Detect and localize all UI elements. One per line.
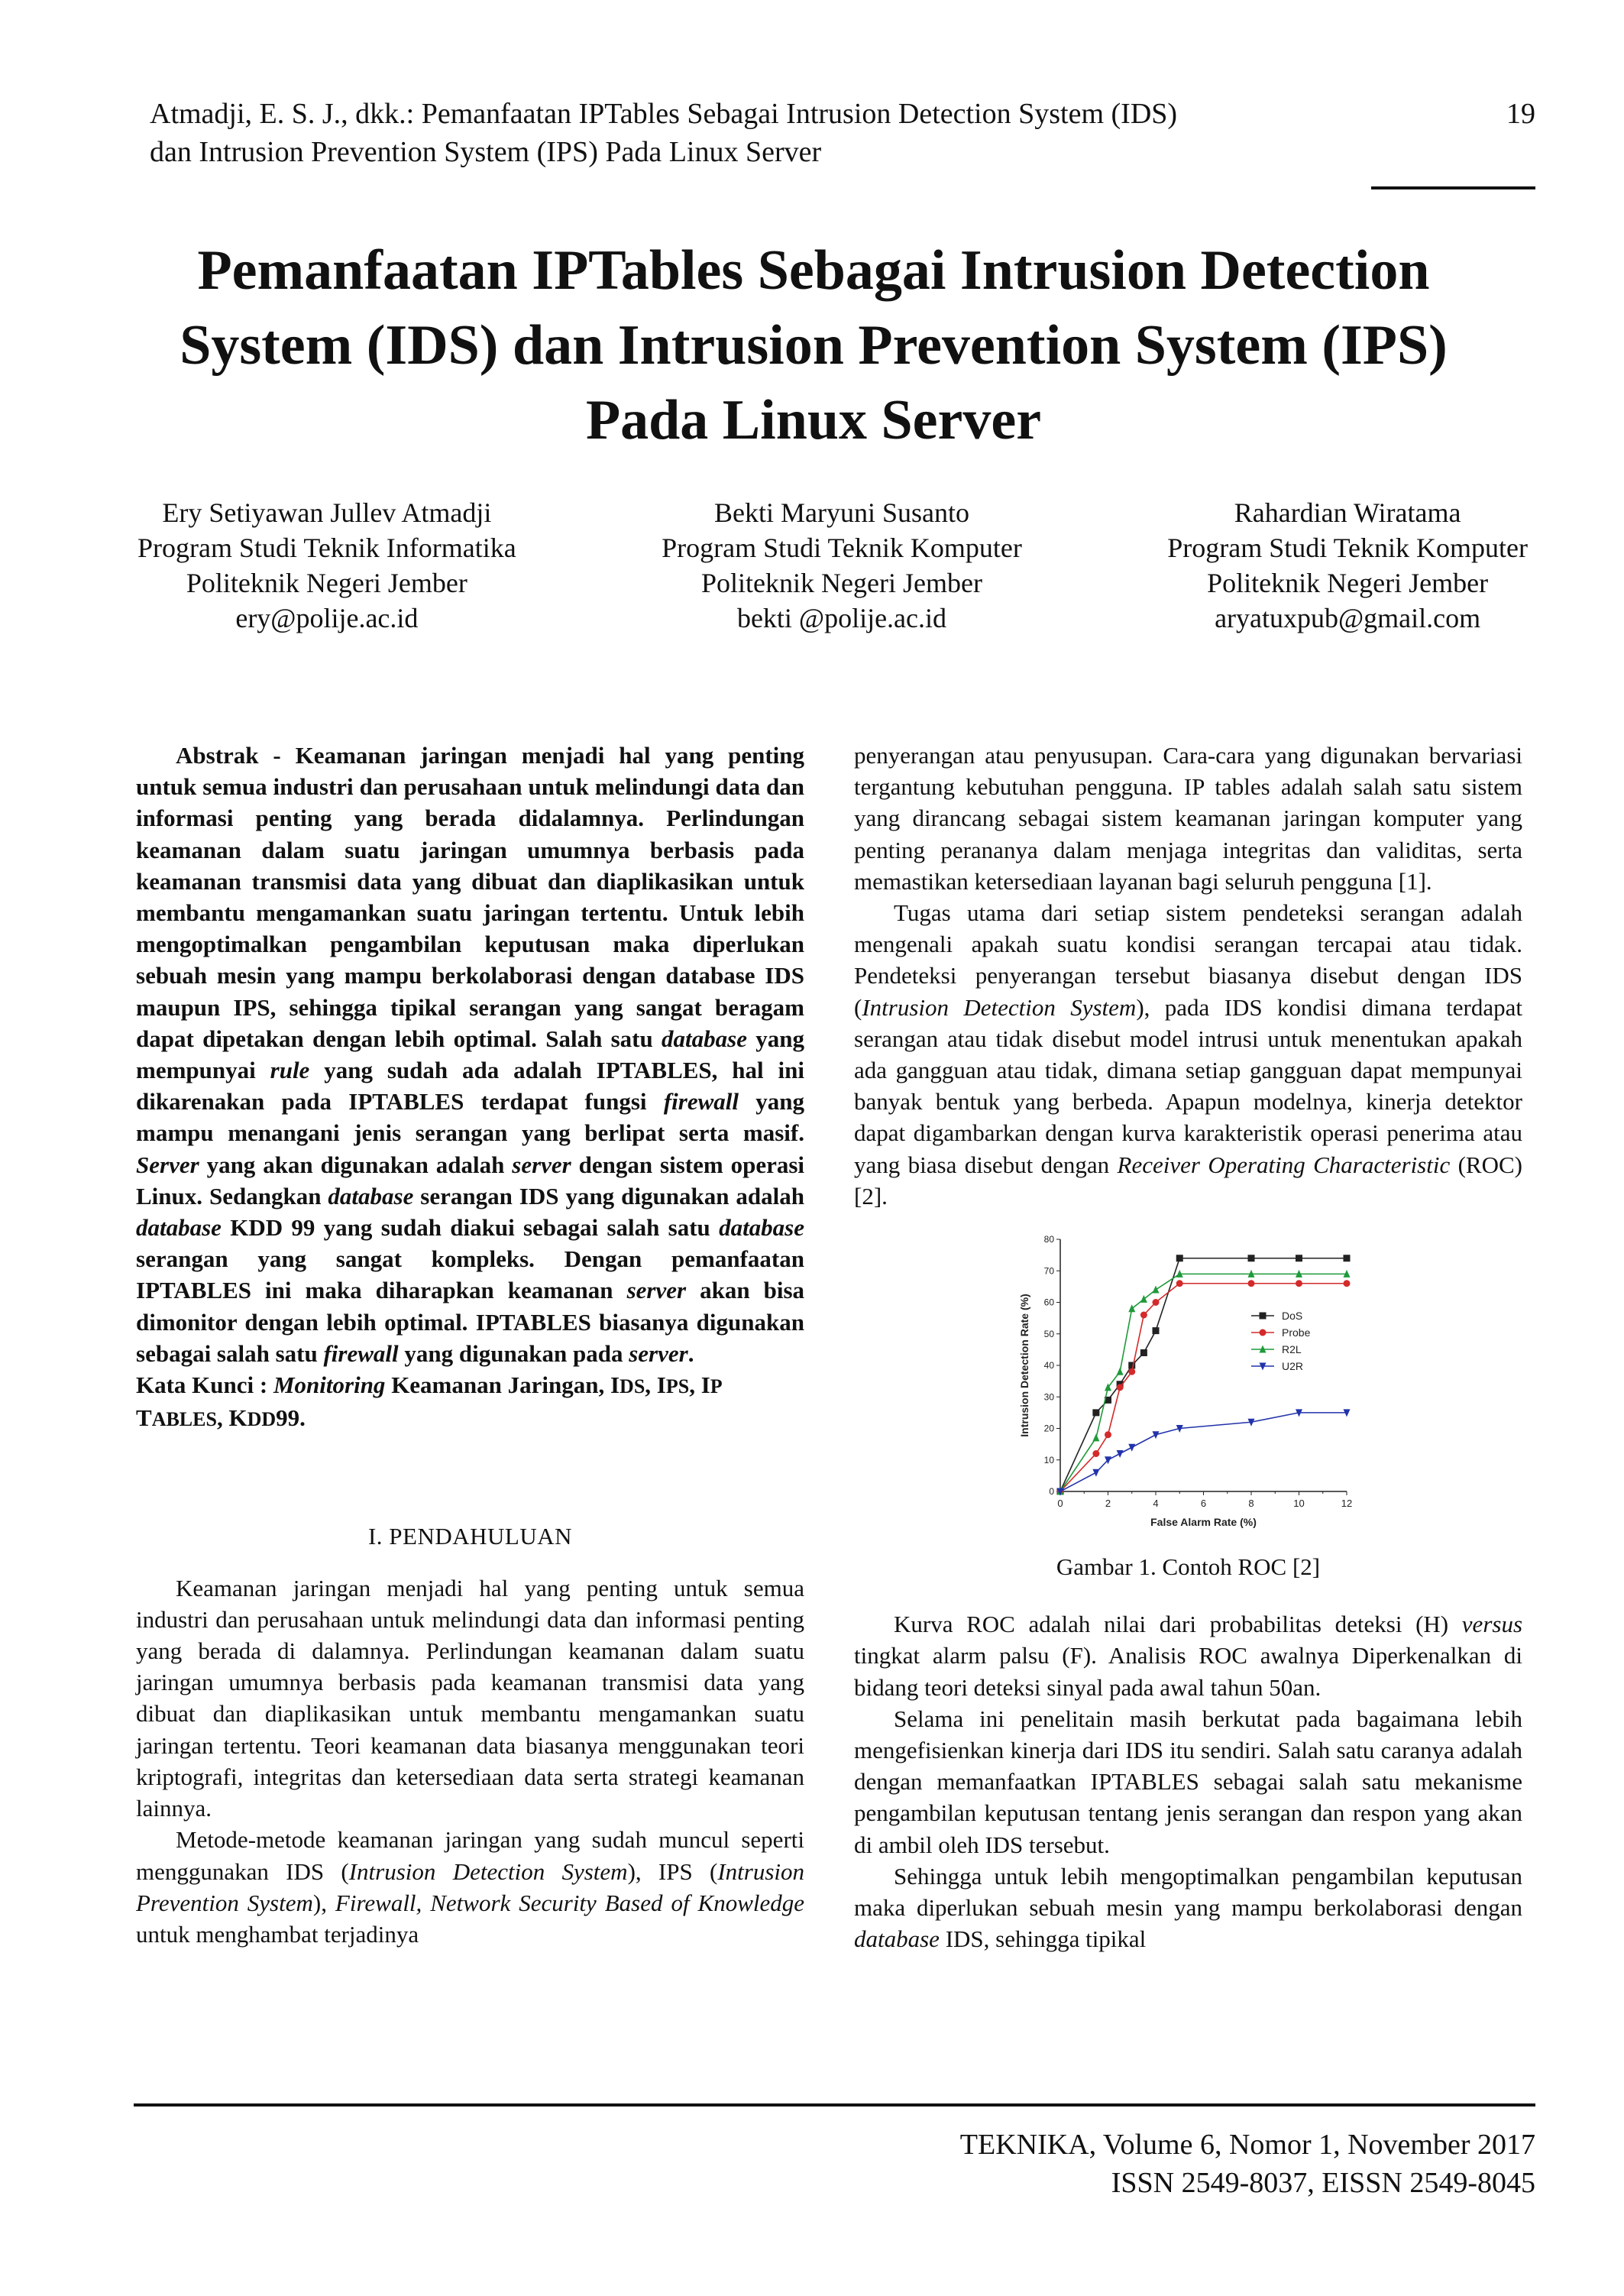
legend-label-probe: Probe [1282, 1326, 1311, 1339]
data-point-r2l [1140, 1295, 1147, 1303]
abstract-text: serangan IDS yang digunakan adalah [420, 1182, 804, 1210]
keyword-smallcaps: P [710, 1375, 723, 1398]
abstract-text: yang sudah ada adalah IPTABLES, hal ini dikarenakan pada IPTABLES terdapat fungsi [136, 1057, 805, 1116]
journal-footer [764, 2126, 1535, 2202]
author-email: ery@polije.ac.id [235, 603, 419, 633]
paragraph-italic: Intrusion Detection System [862, 993, 1137, 1021]
page-number: 19 [1506, 98, 1535, 130]
y-tick-label: 60 [1043, 1297, 1054, 1308]
figure-caption: Gambar 1. Contoh ROC [2] [1056, 1553, 1321, 1581]
author-dept: Program Studi Teknik Komputer [662, 533, 1022, 563]
x-tick-label: 8 [1248, 1498, 1254, 1510]
author-name: Rahardian Wiratama [1234, 497, 1461, 528]
data-point-u2r [1128, 1444, 1135, 1452]
paragraph-text: ), IPS ( [627, 1857, 718, 1885]
author-3 [1167, 495, 1528, 636]
data-point-dos [1153, 1327, 1160, 1334]
keyword-text: , I [689, 1371, 710, 1399]
abstract-text: serangan yang sangat kompleks. Dengan pemanfaatan IPTABLES ini maka diharapkan keamanan [136, 1245, 804, 1304]
data-point-probe [1153, 1299, 1160, 1306]
data-point-dos [1092, 1409, 1099, 1416]
paragraph [854, 1860, 1522, 1955]
data-point-probe [1117, 1384, 1124, 1391]
paragraph-text: Tugas utama dari setiap sistem pendeteksi serangan adalah mengenali apakah suatu kondisi serangan tercapai atau tidak. Pendeteksi penyerangan tersebut biasanya disebut dengan IDS ( [854, 899, 1522, 1021]
y-tick-label: 20 [1043, 1423, 1054, 1434]
abstract-italic: database [136, 1214, 222, 1242]
data-point-probe [1092, 1450, 1099, 1457]
paragraph-italic: versus [1461, 1611, 1523, 1638]
abstract-italic: firewall [663, 1088, 739, 1116]
keywords-label: Kata Kunci : [136, 1371, 268, 1399]
footer-line-2: ISSN 2549-8037, EISSN 2549-8045 [1111, 2167, 1535, 2199]
running-head-line-1: Atmadji, E. S. J., dkk.: Pemanfaatan IPTables Sebagai Intrusion Detection System (IDS) [150, 98, 1178, 130]
keyword-text: , I [645, 1371, 666, 1399]
header-rule [1371, 186, 1535, 189]
abstract-text: akan bisa dimonitor dengan lebih optimal. IPTABLES biasanya digunakan sebagai salah satu [136, 1277, 805, 1367]
author-institution: Politeknik Negeri Jember [701, 568, 982, 598]
abstract-text: Keamanan jaringan menjadi hal yang penting untuk semua industri dan perusahaan untuk melindungi data dan informasi penting yang berada didalamnya. Perlindungan keamanan dalam suatu jaringan umumnya berbasis pada keamanan transmisi data yang dibuat dan diaplikasikan untuk membantu mengamankan suatu jaringan tertentu. Untuk lebih mengoptimalkan pengambilan keputusan maka diperlukan sebuah mesin yang mampu berkolaborasi dengan database IDS maupun IPS, sehingga tipikal serangan yang sangat beragam dapat dipetakan dengan lebih optimal. Salah satu [136, 742, 805, 1052]
roc-chart [854, 1224, 1522, 1537]
title-line-2: System (IDS) dan Intrusion Prevention System (IPS) [180, 314, 1448, 377]
data-point-r2l [1117, 1368, 1124, 1375]
legend-label-r2l: R2L [1282, 1343, 1302, 1356]
x-tick-label: 12 [1341, 1498, 1353, 1510]
paragraph-text: ), pada IDS kondisi dimana terdapat serangan atau tidak disebut model intrusi untuk menentukan apakah ada gangguan atau tidak, dimana setiap gangguan dapat mempunyai banyak bentuk yang berbeda. Apapun modelnya, kinerja detektor dapat digambarkan dengan kurva karakteristik operasi penerima atau yang biasa disebut dengan [854, 993, 1523, 1178]
keyword-smallcaps: PS [665, 1375, 690, 1398]
paragraph-text: IDS, sehingga tipikal [945, 1925, 1147, 1953]
abstract-text: . [687, 1339, 694, 1367]
data-point-probe [1128, 1368, 1135, 1375]
author-name: Ery Setiyawan Jullev Atmadji [162, 497, 492, 528]
paragraph-text: (ROC) [2]. [854, 1151, 1522, 1210]
keyword-text: Keamanan Jaringan, I [391, 1371, 620, 1399]
x-tick-label: 0 [1057, 1498, 1063, 1510]
paragraph-italic: Firewall, Network Security Based of Knowledge [335, 1889, 805, 1916]
paragraph: penyerangan atau penyusupan. Cara-cara yang digunakan bervariasi tergantung kebutuhan pengguna. IP tables adalah salah satu sistem yang dirancang sebagai sistem keamanan jaringan komputer yang penting perananya dalam menjaga integritas dan validitas, serta memastikan ketersediaan layanan bagi seluruh pengguna [1]. [854, 742, 1522, 895]
paragraph-italic: Receiver Operating Characteristic [1117, 1151, 1451, 1178]
legend-label-dos: DoS [1282, 1310, 1303, 1323]
y-tick-label: 30 [1043, 1391, 1054, 1403]
abstract-text: yang mempunyai [136, 1025, 805, 1084]
abstract-italic: database [328, 1182, 414, 1210]
abstract [136, 740, 804, 1369]
legend-marker-dos [1260, 1313, 1267, 1320]
abstract-text: yang digunakan pada [404, 1339, 623, 1367]
keyword-smallcaps: DD [247, 1408, 277, 1431]
title-line-1: Pemanfaatan IPTables Sebagai Intrusion Detection [197, 239, 1430, 302]
paragraph-italic: Intrusion Prevention System [136, 1857, 805, 1916]
paper-title [115, 233, 1512, 458]
paragraph-text: tingkat alarm palsu (F). Analisis ROC awalnya Diperkenalkan di bidang teori deteksi sinyal pada awal tahun 50an. [854, 1642, 1522, 1701]
paragraph-italic: Intrusion Detection System [348, 1857, 628, 1885]
keyword-italic: Monitoring [273, 1371, 386, 1399]
paragraph: Selama ini penelitain masih berkutat pada bagaimana lebih mengefisienkan kinerja dari IDS itu sendiri. Salah satu caranya adalah dengan memanfaatkan IPTABLES sebagai salah satu mekanisme pengambilan keputusan tentang jenis serangan dan respon yang akan di ambil oleh IDS tersebut. [854, 1705, 1522, 1858]
abstract-italic: server [512, 1151, 571, 1178]
author-2 [662, 495, 1022, 636]
data-point-r2l [1153, 1286, 1160, 1294]
keyword-text: T [136, 1404, 152, 1432]
series-line-u2r [1060, 1413, 1347, 1491]
author-institution: Politeknik Negeri Jember [186, 568, 467, 598]
paragraph-text: Kurva ROC adalah nilai dari probabilitas deteksi (H) [894, 1611, 1449, 1638]
paragraph: Keamanan jaringan menjadi hal yang penting untuk semua industri dan perusahaan untuk melindungi data dan informasi penting yang berada di dalamnya. Perlindungan keamanan dalam suatu jaringan umumnya berbasis pada keamanan transmisi data yang dibuat dan diaplikasikan untuk membantu mengamankan suatu jaringan tertentu. Teori keamanan data biasanya menggunakan teori kriptografi, integritas dan ketersediaan data serta strategi keamanan lainnya. [136, 1574, 804, 1822]
data-point-probe [1296, 1280, 1302, 1287]
running-head [150, 95, 1341, 171]
keyword-smallcaps: ABLES [151, 1408, 217, 1431]
data-point-dos [1248, 1255, 1255, 1261]
author-dept: Program Studi Teknik Informatika [137, 533, 516, 563]
abstract-text: KDD 99 yang sudah diakui sebagai salah satu [230, 1214, 710, 1242]
x-tick-label: 10 [1293, 1498, 1305, 1510]
paragraph [136, 1824, 804, 1950]
y-tick-label: 80 [1043, 1234, 1054, 1245]
paragraph-text: Metode-metode keamanan jaringan yang sudah muncul seperti menggunakan IDS ( [136, 1826, 804, 1885]
data-point-dos [1296, 1255, 1302, 1261]
data-point-u2r [1153, 1431, 1160, 1439]
y-tick-label: 10 [1043, 1454, 1054, 1465]
paragraph-text: untuk menghambat terjadinya [136, 1920, 419, 1948]
abstract-text: dengan sistem operasi Linux. Sedangkan [136, 1151, 805, 1210]
abstract-italic: Server [136, 1151, 199, 1178]
legend-marker-probe [1260, 1329, 1267, 1336]
paragraph-text: Sehingga untuk lebih mengoptimalkan pengambilan keputusan maka diperlukan sebuah mesin yang mampu berkolaborasi dengan [854, 1862, 1522, 1922]
x-tick-label: 4 [1153, 1498, 1159, 1510]
data-point-dos [1344, 1255, 1351, 1261]
abstract-text: yang akan digunakan adalah [206, 1151, 505, 1178]
author-institution: Politeknik Negeri Jember [1207, 568, 1489, 598]
keyword-text: 99. [276, 1404, 306, 1432]
paragraph-italic: database [854, 1925, 940, 1953]
y-tick-label: 0 [1049, 1486, 1054, 1498]
data-point-probe [1248, 1280, 1255, 1287]
paragraph [854, 897, 1522, 1212]
author-1 [137, 495, 516, 636]
y-axis-label: Intrusion Detection Rate (%) [1018, 1294, 1030, 1437]
abstract-italic: rule [270, 1057, 310, 1084]
y-tick-label: 40 [1043, 1360, 1054, 1371]
abstract-italic: database [719, 1214, 804, 1242]
data-point-dos [1176, 1255, 1183, 1261]
footer-line-1: TEKNIKA, Volume 6, Nomor 1, November 2017 [959, 2129, 1535, 2161]
author-block [137, 495, 1528, 636]
keyword-text: , K [216, 1404, 247, 1432]
data-point-r2l [1092, 1433, 1099, 1441]
data-point-probe [1140, 1312, 1147, 1319]
paragraph [854, 1608, 1522, 1703]
author-email: bekti @polije.ac.id [736, 603, 947, 633]
data-point-u2r [1092, 1469, 1099, 1477]
abstract-italic: database [662, 1025, 747, 1052]
data-point-probe [1105, 1431, 1111, 1438]
right-column [854, 740, 1522, 1954]
x-tick-label: 6 [1200, 1498, 1207, 1510]
y-tick-label: 50 [1043, 1328, 1054, 1339]
abstract-italic: server [626, 1277, 687, 1304]
data-point-dos [1140, 1349, 1147, 1356]
abstract-text: yang mampu menangani jenis serangan yang berlipat serta masif. [136, 1088, 805, 1147]
abstract-italic: firewall [323, 1339, 399, 1367]
x-axis-label: False Alarm Rate (%) [1150, 1516, 1257, 1529]
keyword-smallcaps: DS [620, 1375, 645, 1398]
abstract-italic: server [629, 1339, 688, 1367]
author-name: Bekti Maryuni Susanto [713, 497, 969, 528]
data-point-probe [1176, 1280, 1183, 1287]
data-point-probe [1344, 1280, 1351, 1287]
y-tick-label: 70 [1043, 1265, 1054, 1277]
series-line-probe [1060, 1284, 1347, 1491]
author-email: aryatuxpub@gmail.com [1215, 603, 1481, 633]
series-line-r2l [1060, 1274, 1347, 1491]
author-dept: Program Studi Teknik Komputer [1167, 533, 1528, 563]
title-line-3: Pada Linux Server [585, 389, 1042, 452]
keywords [136, 1369, 804, 1435]
roc-figure [854, 1224, 1522, 1537]
running-head-line-2: dan Intrusion Prevention System (IPS) Pada Linux Server [150, 136, 822, 168]
left-column [136, 740, 804, 1950]
section-heading-pendahuluan: I. PENDAHULUAN [367, 1523, 573, 1550]
paragraph-text: ), [312, 1889, 327, 1916]
x-tick-label: 2 [1105, 1498, 1111, 1510]
legend-label-u2r: U2R [1282, 1360, 1304, 1373]
footer-rule [134, 2103, 1535, 2107]
abstract-label: Abstrak - [176, 742, 281, 769]
data-point-u2r [1117, 1450, 1124, 1458]
data-point-r2l [1128, 1304, 1135, 1312]
series-line-dos [1060, 1258, 1347, 1491]
